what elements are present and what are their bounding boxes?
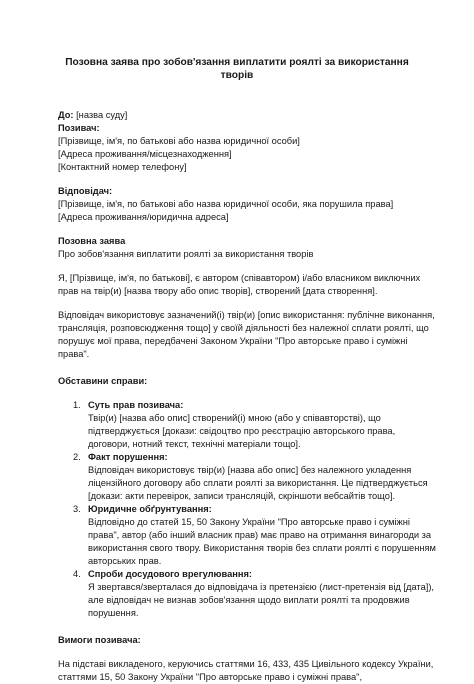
fact-item	[58, 568, 434, 620]
intro-line: прав на твір(и) [назва твору або опис творів], створений [дата створення].	[58, 286, 378, 296]
fact-line: права", автор (або інший власник прав) має право на отримання винагороди за	[88, 530, 432, 540]
defendant-paragraph	[58, 309, 435, 361]
fact-item	[58, 399, 416, 451]
fact-line: порушення.	[88, 608, 139, 618]
demands-heading: Вимоги позивача:	[58, 635, 141, 645]
fact-heading: Факт порушення:	[88, 452, 168, 462]
fact-line: [докази: акти перевірок, записи трансляцій, скріншоти вебсайтів тощо].	[88, 491, 396, 501]
claim-block	[58, 235, 416, 261]
fact-line: але відповідач не визнав зобов'язання щодо виплати роялті та продовжив	[88, 595, 410, 605]
fact-number: 4.	[73, 569, 81, 579]
intro-line: Я, [Прізвище, ім'я, по батькові], є автором (співавтором) і/або власником виключних	[58, 273, 421, 283]
defendant-block	[58, 185, 416, 224]
fact-line: використання свого твору. Використання творів без сплати роялті є порушенням	[88, 543, 436, 553]
fact-heading: Спроби досудового врегулювання:	[88, 569, 253, 579]
facts-list	[58, 399, 436, 620]
plaintiff-name: [Прізвище, ім'я, по батькові або назва юридичної особи]	[58, 136, 300, 146]
fact-line: договори, нотний текст, технічні матеріали тощо].	[88, 439, 301, 449]
fact-line: Твір(и) [назва або опис] створений(і) мною (або у співавторстві), що	[88, 413, 381, 423]
defendant-para-line: Відповідач використовує зазначений(і) твір(и) [опис використання: публічне виконання,	[58, 310, 435, 320]
fact-item	[58, 503, 436, 568]
demands-line: статтями 15, 50 Закону України "Про авторське право і суміжні права",	[58, 672, 363, 682]
court-line	[58, 109, 416, 122]
defendant-para-line: трансляція, розповсюдження тощо] у своїй діяльності без належної сплати роялті, що	[58, 323, 429, 333]
defendant-label: Відповідач:	[58, 186, 113, 196]
plaintiff-address: [Адреса проживання/місцезнаходження]	[58, 149, 232, 159]
fact-number: 1.	[73, 400, 81, 410]
fact-number: 3.	[73, 504, 81, 514]
fact-line: авторських прав.	[88, 556, 162, 566]
intro-paragraph	[58, 272, 421, 298]
demands-section	[58, 634, 434, 684]
fact-item	[58, 451, 428, 503]
defendant-address: [Адреса проживання/юридична адреса]	[58, 212, 229, 222]
fact-line: Я звертався/зверталася до відповідача із претензією (лист-претензія від [дата]),	[88, 582, 434, 592]
demands-line: На підставі викладеного, керуючись статтями 16, 433, 435 Цивільного кодексу України,	[58, 659, 434, 669]
claim-label: Позовна заява	[58, 236, 126, 246]
court-name: [назва суду]	[73, 110, 128, 120]
fact-line: ліцензійного договору або сплати роялті за використання. Це підтверджується	[88, 478, 428, 488]
fact-heading: Суть прав позивача:	[88, 400, 184, 410]
facts-section	[58, 375, 436, 620]
to-label: До:	[58, 110, 74, 120]
fact-number: 2.	[73, 452, 81, 462]
plaintiff-phone: [Контактний номер телефону]	[58, 162, 187, 172]
fact-heading: Юридичне обґрунтування:	[88, 504, 212, 514]
defendant-para-line: права".	[58, 349, 90, 359]
fact-line: Відповідно до статей 15, 50 Закону України "Про авторське право і суміжні	[88, 517, 410, 527]
plaintiff-block	[58, 122, 416, 174]
facts-heading: Обставини справи:	[58, 376, 148, 386]
defendant-name: [Прізвище, ім'я, по батькові або назва юридичної особи, яка порушила права]	[58, 199, 394, 209]
claim-subtitle: Про зобов'язання виплатити роялті за використання творів	[58, 249, 314, 259]
plaintiff-label: Позивач:	[58, 123, 100, 133]
fact-line: підтверджується [докази: свідоцтво про реєстрацію авторського права,	[88, 426, 396, 436]
document-title: Позовна заява про зобов'язання виплатити роялті за використання творів	[65, 57, 409, 81]
fact-line: Відповідач використовує твір(и) [назва або опис] без належного укладення	[88, 465, 412, 475]
defendant-para-line: порушує мої права, передбачені Законом України "Про авторське право і суміжні	[58, 336, 408, 346]
